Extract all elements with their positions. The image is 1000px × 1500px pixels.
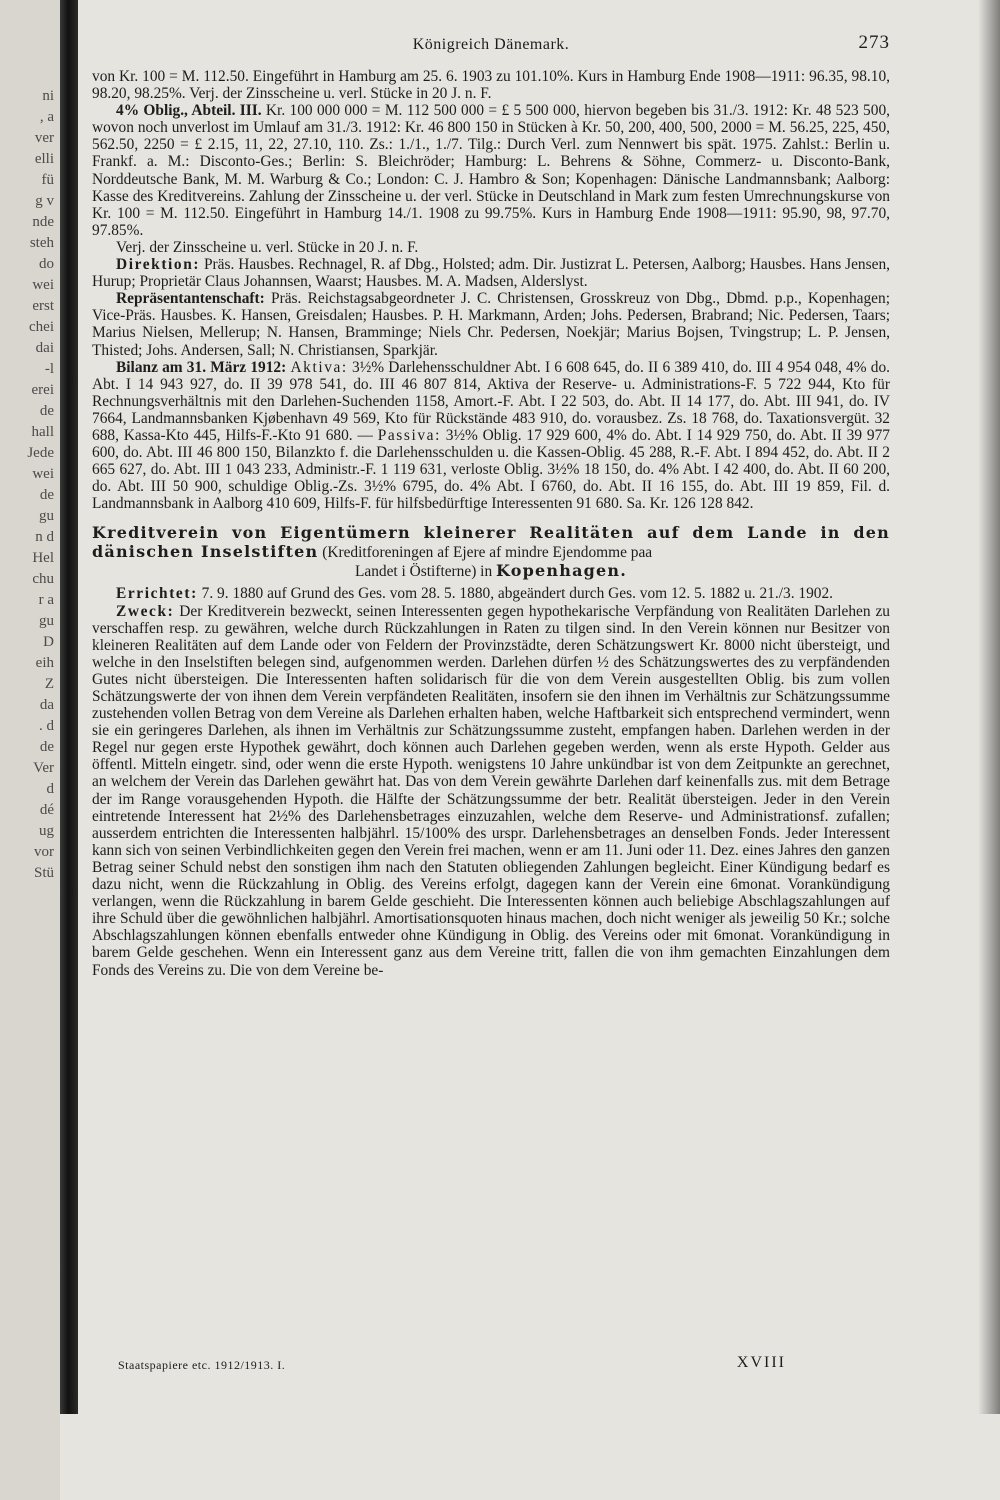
margin-fragment: ver — [34, 130, 54, 146]
page-edge-shadow — [978, 0, 1000, 1414]
margin-fragment: chu — [32, 571, 54, 587]
margin-fragment: dé — [39, 802, 54, 818]
section-title-line3 — [92, 562, 890, 581]
zweck-paragraph — [92, 603, 890, 979]
aktiva-label: Aktiva: — [290, 358, 348, 376]
margin-fragment: d — [46, 781, 54, 797]
margin-fragment: Ver — [33, 760, 54, 776]
margin-fragment: n d — [35, 529, 54, 545]
bilanz-lead: Bilanz am 31. März 1912: — [116, 358, 287, 376]
margin-fragment: nde — [32, 214, 54, 230]
margin-fragment: ni — [42, 88, 54, 104]
margin-fragment: de — [39, 739, 54, 755]
bond-paragraph-continued: von Kr. 100 = M. 112.50. Eingeführt in Hamburg am 25. 6. 1903 zu 101.10%. Kurs in Hamburg Ende 1908—1911: 96.35, 98.10, 98.20, 98.25%. Verj. der Zinsscheine u. verl. Stücke in 20 J. n. F. — [92, 68, 890, 103]
margin-fragment: do — [39, 256, 54, 272]
page-footer — [118, 1354, 786, 1373]
passiva-label: Passiva: — [377, 426, 441, 444]
section-title-line3-text: Landet i Östifterne) in — [354, 563, 497, 581]
bond-paragraph-abt3 — [92, 102, 890, 239]
section-title-city: Kopenhagen. — [496, 561, 628, 581]
margin-fragment: g v — [35, 193, 54, 209]
margin-fragment: Hel — [32, 550, 54, 566]
direktion-lead: Direktion: — [116, 256, 201, 274]
margin-fragment: elli — [34, 151, 54, 167]
margin-fragment: r a — [38, 592, 54, 608]
passiva-text: 3½% Oblig. 17 929 600, 4% do. Abt. I 14 929 750, do. Abt. II 39 977 600, do. Abt. III 46 800 150, Bilanzkto f. die Darlehensschulden u. die Kassen-Oblig. 45 288, R.-F. Abt. I 894 452, do. Abt. II 2 665 627, do. Abt. III 1 043 233, Administr.-F. 1 119 631, verloste Oblig. 3½% 18 150, do. 4% Abt. I 42 400, do. Abt. II 60 200, do. Abt. III 50 900, schuldige Oblig.-Zs. 3½% 6795, do. 4% Abt. I 6760, do. Abt. II 16 155, do. Abt. III 19 859, Fil. d. Landmannsbank in Aalborg 410 609, Hilfs-F. für hilfsbedürftige Interessenten 91 680. Sa. Kr. 126 128 842. — [92, 426, 890, 513]
bilanz-paragraph — [92, 359, 890, 513]
margin-fragment: , a — [39, 109, 54, 125]
section-title-main: Kreditverein von Eigentümern kleinerer Realitäten auf dem Lande in den dänischen Inselstiften — [92, 523, 890, 562]
margin-fragment: Jede — [27, 445, 54, 461]
errichtet-text: 7. 9. 1880 auf Grund des Ges. vom 28. 5. 1880, abgeändert durch Ges. vom 12. 5. 1882 u. 21./3. 1902. — [197, 585, 834, 603]
book-spine — [60, 0, 78, 1414]
margin-fragment: wei — [32, 277, 54, 293]
margin-fragment: D — [43, 634, 54, 650]
verjaehrung-note: Verj. der Zinsscheine u. verl. Stücke in 20 J. n. F. — [116, 238, 419, 256]
repraesentanten-text: Präs. Reichstagsabgeordneter J. C. Christensen, Grosskreuz von Dbg., Dbmd. p.p., Kopenhagen; Vice-Präs. Hausbes. K. Hansen, Greisdalen; Hausbes. P. H. Markmann, Arden; Johs. Pedersen, Brabrand; Nic. Pedersen, Taars; Marius Nielsen, Mellerup; N. Hansen, Bramminge; Niels Chr. Pedersen, Noekjär; Marius Bojsen, Tvingstrup; L. P. Jensen, Thisted; Johs. Andersen, Sall; N. Christiansen, Sparkjär. — [92, 290, 890, 359]
margin-fragment: Stü — [33, 865, 54, 881]
errichtet-lead: Errichtet: — [116, 585, 198, 603]
direktion-paragraph — [92, 256, 890, 290]
page-header — [92, 28, 890, 68]
section-heading — [92, 524, 890, 581]
bond-lead: 4% Oblig., Abteil. III. — [116, 102, 262, 120]
direktion-text: Präs. Hausbes. Rechnagel, R. af Dbg., Holsted; adm. Dir. Justizrat L. Petersen, Aalborg; Hausbes. Hans Jensen, Hurup; Proprietär Claus Johannsen, Waarst; Hausbes. M. A. Madsen, Alderslyst. — [92, 256, 890, 291]
repraesentanten-lead: Repräsentantenschaft: — [116, 290, 265, 308]
adjacent-page-margin — [0, 0, 60, 1500]
margin-fragment: dai — [35, 340, 54, 356]
margin-fragment: gu — [39, 613, 54, 629]
document-page — [92, 28, 890, 979]
margin-fragment: . d — [39, 718, 54, 734]
margin-fragment: chei — [29, 319, 54, 335]
margin-fragment: eih — [35, 655, 54, 671]
margin-fragment: de — [39, 403, 54, 419]
bond-text: Kr. 100 000 000 = M. 112 500 000 = £ 5 500 000, hiervon begeben bis 31./3. 1912: Kr. 48 523 500, wovon noch unverlost im Umlauf am 31./3. 1912: Kr. 46 800 150 in Stücken à Kr. 50, 200, 400, 500, 2000 = M. 56.25, 225, 450, 562.50, 2250 = £ 2.15, 11, 22, 27.10, 110. Zs.: 1./1., 1./7. Tilg.: Durch Verl. zum Nennwert bis spät. 1975. Zahlst.: Berlin u. Frankf. a. M.: Disconto-Ges.; Berlin: S. Bleichröder; Hamburg: L. Behrens & Söhne, Commerz- u. Disconto-Bank, Norddeutsche Bank, M. M. Warburg & Co.; London: C. J. Hambro & Son; Kopenhagen: Dänische Landmannsbank; Aalborg: Kasse des Kreditvereins. Zahlung der Zinsscheine u. der verl. Stücke in Deutschland in Mark zum festen Umrechnungskurse von Kr. 100 = M. 112.50. Eingeführt in Hamburg 14./1. 1908 zu 99.75%. Kurs in Hamburg Ende 1908—1911: 95.90, 98, 97.70, 97.85%. — [92, 102, 890, 239]
margin-fragment: fü — [41, 172, 54, 188]
margin-fragment: de — [39, 487, 54, 503]
section-title-paren: (Kreditforeningen af Ejere af mindre Ejendomme paa — [318, 544, 653, 562]
margin-fragment: gu — [39, 508, 54, 524]
margin-fragment: Z — [44, 676, 54, 692]
zweck-lead: Zweck: — [116, 602, 175, 620]
margin-fragment: steh — [29, 235, 54, 251]
margin-fragment: -l — [44, 361, 54, 377]
margin-fragment: erei — [31, 382, 54, 398]
margin-fragment: vor — [34, 844, 54, 860]
footer-source: Staatspapiere etc. 1912/1913. I. — [118, 1358, 286, 1372]
repraesentanten-paragraph — [92, 290, 890, 358]
aktiva-text: 3½% Darlehensschuldner Abt. I 6 608 645, do. II 6 389 410, do. III 4 954 048, 4% do. Abt. I 14 943 927, do. II 39 978 541, do. III 46 807 814, Aktiva der Reserve- u. Administrations-F. 5 722 944, Kto für Rechnungsverhältnis mit den Darlehen-Suchenden 1158, Amort.-F. Abt. I 22 503, do. Abt. II 14 177, do. Abt. III 941, do. IV 7664, Landmannsbanken Kjøbenhavn 49 569, Kto für Rückstände 483 910, do. vorausbez. Zs. 18 768, do. Taxationsvergüt. 32 688, Kassa-Kto 445, Hilfs-F.-Kto 91 680. — — [92, 358, 890, 444]
zweck-text: Der Kreditverein bezweckt, seinen Interessenten gegen hypothekarische Verpfändung von Realitäten Darlehen zu verschaffen resp. zu gewähren, welche durch Rückzahlungen in Raten zu tilgen sind. In den Verein können nur Besitzer von kleineren Realitäten auf dem Lande oder von Feldern der Provinzstädte, deren Schätzungswert Kr. 8000 nicht übersteigt, und welche in den Inselstiften belegen sind, aufgenommen werden. Darlehen dürfen ½ des Schätzungswertes des zu verpfändenden Gutes nicht übersteigen. Die Interessenten haften solidarisch für die von dem Verein ausgestellten Oblig. bis zum vollen Schätzungswerte der von ihnen dem Verein verpfändeten Realitäten, insofern sie den ihnen im Verhältnis zur Schätzungssumme zustehenden vollen Betrag von dem Vereine als Darlehen erhalten haben, welche Haftbarkeit sich entsprechend vermindert, wenn sie ein geringeres Darlehen, als ihnen im Verhältnis zur Schätzungssumme zusteht, empfangen haben. Darlehen werden in der Regel nur gegen erste Hypothek gewährt, doch können auch Darlehen gegeben werden, wenn als erste Hypoth. Gelder aus öffentl. Mitteln eingetr. sind, oder wenn die erste Hypoth. wenigstens 10 Jahre unkündbar ist von dem Zeitpunkte an gerechnet, an welchem der Verein das Darlehen gewährt hat. Das von dem Verein gewährte Darlehen darf keinenfalls zus. mit dem Betrage der im Range vorausgehenden Hypoth. die Hälfte der Schätzungssumme der betr. Realität übersteigen. Jeder in den Verein eintretende Interessent hat 2½% des Darlehensbetrages einzuzahlen, welche dem Reserve- und Administrationsf. zufallen; ausserdem entrichten die Interessenten halbjährl. 15/100% des urspr. Darlehensbetrages an denselben Fonds. Jeder Interessent kann sich von seinen Verbindlichkeiten gegen den Verein frei machen, wenn er am 11. Juni oder 11. Dez. eines Jahres den ganzen Betrag seiner Schuld nebst den sonstigen ihm nach den Statuten obliegenden Zahlungen begleicht. Einer Kündigung bedarf es dazu nicht, wenn die Rückzahlung in Oblig. des Vereins erfolgt, dagegen kann der Verein eine 6monat. Vorankündigung verlangen, wenn die Rückzahlung in barem Gelde geschieht. Die Interessenten können auch beliebige Abschlagszahlungen auf ihre Schuld über die gewöhnlichen halbjährl. Amortisationsquoten hinaus machen, doch nicht weniger als jeweilig 50 Kr.; solche Abschlagszahlungen können ebenfalls entweder ohne Kündigung in Oblig. des Vereins oder mit 6monat. Vorankündigung in barem Gelde geschehen. Wenn ein Interessent ganz aus dem Vereine tritt, fallen die von ihm gemachten Einzahlungen dem Fonds des Vereins zu. Die von dem Vereine be- — [92, 602, 890, 979]
margin-fragment: hall — [31, 424, 54, 440]
margin-fragment: wei — [32, 466, 54, 482]
signature-mark: XVIII — [736, 1354, 786, 1371]
margin-fragment: erst — [32, 298, 54, 314]
margin-fragment: da — [39, 697, 54, 713]
running-title: Königreich Dänemark. — [412, 36, 570, 53]
margin-fragment: ug — [39, 823, 54, 839]
page-number: 273 — [858, 32, 890, 53]
errichtet-paragraph — [92, 585, 890, 602]
